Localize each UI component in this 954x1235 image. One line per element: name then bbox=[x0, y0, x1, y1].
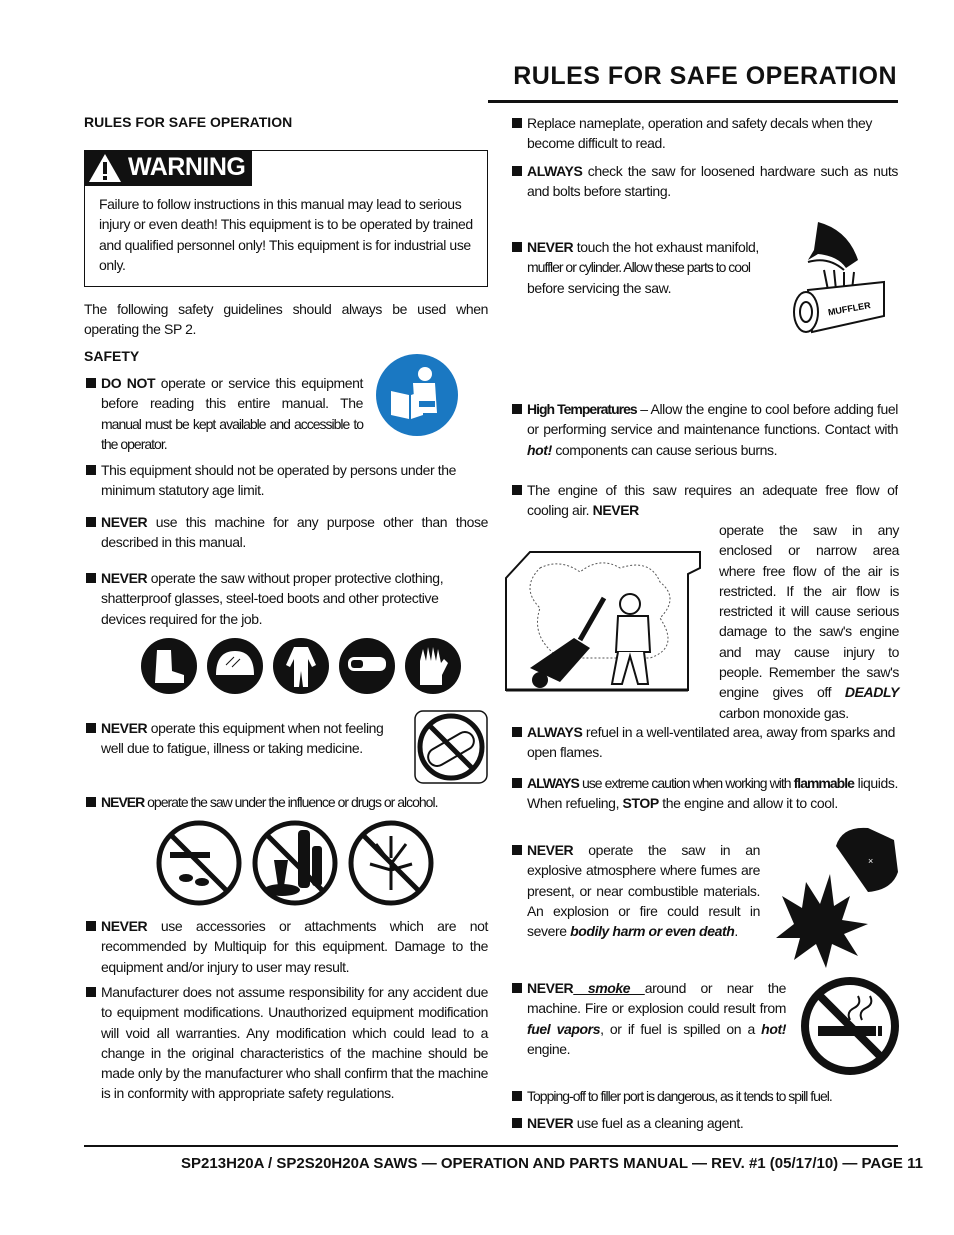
bullet bbox=[512, 1118, 522, 1128]
list-item: NEVER operate the saw in an explosive atmosphere where fumes are present, or near combustible materials. An explosion or fire could result in severe bodily harm or even death. bbox=[527, 842, 760, 940]
warning-triangle-icon bbox=[87, 152, 123, 184]
bullet bbox=[86, 987, 96, 997]
bullet bbox=[512, 845, 522, 855]
no-medication-icon bbox=[414, 710, 488, 784]
list-item: NEVER smoke around or near the machine. Fire or explosion could result from fuel vapors, or if fuel is spilled on a hot! engine. bbox=[527, 980, 787, 1057]
list-item: ALWAYS refuel in a well-ventilated area, away from sparks and open flames. bbox=[527, 724, 896, 761]
svg-text:MUFFLER: MUFFLER bbox=[827, 300, 872, 318]
gloves-icon bbox=[405, 638, 461, 694]
list-item: NEVER operate the saw under the influence or drugs or alcohol. bbox=[101, 794, 438, 810]
bullet bbox=[512, 242, 522, 252]
no-marijuana-icon bbox=[351, 823, 431, 903]
warning-label: WARNING bbox=[128, 153, 246, 181]
page-title: RULES FOR SAFE OPERATION bbox=[513, 62, 897, 90]
list-item: NEVER use accessories or attachments which are not recommended by Multiquip for this equipment. Damage to the equipment and/or injury to user may result. bbox=[101, 918, 488, 975]
no-smoking-icon bbox=[800, 976, 900, 1076]
list-item: NEVER operate the saw without proper protective clothing, shatterproof glasses, steel-toed boots and other protective devices required for the job. bbox=[101, 570, 444, 627]
list-item: ALWAYS check the saw for loosened hardware such as nuts and bolts before starting. bbox=[527, 163, 898, 200]
bullet bbox=[86, 517, 96, 527]
list-item: ALWAYS use extreme caution when working with flammable liquids. When refueling, STOP the engine and allow it to cool. bbox=[527, 775, 898, 812]
list-item: NEVER use this machine for any purpose other than those described in this manual. bbox=[101, 514, 488, 551]
ppe-icons-row bbox=[140, 637, 482, 695]
bullet bbox=[512, 166, 522, 176]
bullet bbox=[86, 723, 96, 733]
bullet bbox=[86, 797, 96, 807]
header-rule bbox=[488, 100, 898, 103]
enclosed-area-icon bbox=[500, 548, 710, 698]
bullet bbox=[512, 1091, 522, 1101]
bullet bbox=[86, 465, 96, 475]
list-item: NEVER touch the hot exhaust manifold, muffler or cylinder. Allow these parts to cool before servicing the saw. bbox=[527, 239, 759, 296]
prohibition-icons-row bbox=[156, 820, 438, 906]
list-item: Manufacturer does not assume responsibility for any accident due to equipment modifications. Unauthorized equipment modification will void all warranties. Any modification which could lead to a change in the original characteristics of the machine should be made only by the manufacturer who shall confirm that the machine is in conformity with appropriate safety regulations. bbox=[101, 984, 488, 1102]
safety-heading: SAFETY bbox=[84, 348, 140, 364]
bullet bbox=[512, 118, 522, 128]
list-item: High Temperatures – Allow the engine to cool before adding fuel or performing service and maintenance functions. Contact with hot! components can cause serious burns. bbox=[527, 401, 899, 458]
page-footer: SP213H20A / SP2S20H20A SAWS — OPERATION AND PARTS MANUAL — REV. #1 (05/17/10) — PAGE 11 bbox=[181, 1155, 923, 1172]
intro-text: The following safety guidelines should always be used when operating the SP 2. bbox=[84, 301, 488, 338]
no-drugs-icon bbox=[159, 823, 239, 903]
list-item: DO NOT operate or service this equipment before reading this entire manual. The manual must be kept available and accessible to the operator. bbox=[101, 375, 363, 452]
list-item: Replace nameplate, operation and safety decals when they become difficult to read. bbox=[527, 115, 872, 152]
coverall-icon bbox=[273, 638, 329, 694]
bullet bbox=[512, 404, 522, 414]
list-item: Topping-off to filler port is dangerous, as it tends to spill fuel. bbox=[527, 1088, 832, 1104]
bullet bbox=[512, 485, 522, 495]
bullet bbox=[86, 573, 96, 583]
warning-tab bbox=[84, 150, 252, 186]
list-item-part-a: The engine of this saw requires an adequate free flow of cooling air. NEVER bbox=[527, 482, 898, 519]
list-item: This equipment should not be operated by persons under the minimum statutory age limit. bbox=[101, 462, 457, 499]
list-item: NEVER use fuel as a cleaning agent. bbox=[527, 1115, 744, 1131]
read-manual-icon bbox=[375, 353, 459, 437]
hot-muffler-icon bbox=[788, 220, 888, 348]
bullet bbox=[512, 727, 522, 737]
bullet bbox=[86, 378, 96, 388]
list-item: operate the saw in any enclosed or narrow area where free flow of the air is restricted. If the air flow is restricted it will cause serious damage to the saw's engine and may cause injury to people. Remember the saw's engine gives off DEADLY carbon monoxide gas. bbox=[719, 522, 899, 721]
warning-text: Failure to follow instructions in this manual may lead to serious injury or even death! This equipment is to be operated by trained and qualified personnel only! This equipment is for industrial use only. bbox=[99, 196, 473, 273]
safety-glasses-icon bbox=[339, 638, 395, 694]
hard-hat-icon bbox=[207, 638, 263, 694]
bullet bbox=[512, 983, 522, 993]
explosion-icon bbox=[772, 820, 900, 968]
svg-text:×: × bbox=[868, 856, 874, 866]
safety-boot-icon bbox=[141, 638, 197, 694]
list-item: NEVER operate this equipment when not feeling well due to fatigue, illness or taking medicine. bbox=[101, 720, 384, 757]
bullet bbox=[86, 921, 96, 931]
section-title: RULES FOR SAFE OPERATION bbox=[84, 114, 293, 130]
bullet bbox=[512, 778, 522, 788]
footer-rule bbox=[84, 1145, 898, 1147]
no-alcohol-icon bbox=[255, 823, 335, 903]
